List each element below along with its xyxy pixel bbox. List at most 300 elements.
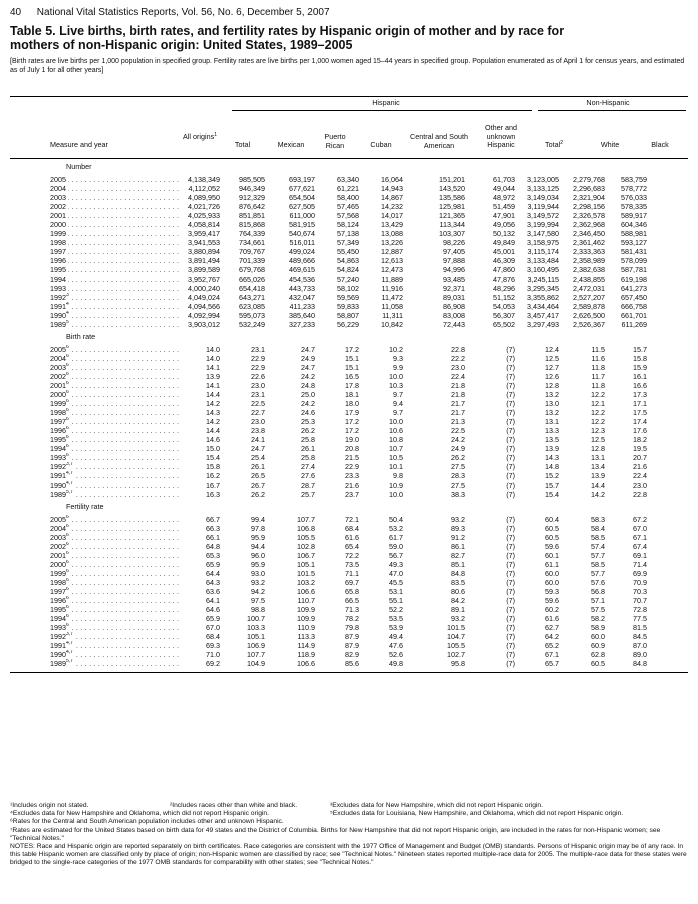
table-cell: 13.0 — [545, 399, 559, 409]
table-cell: 3,119,944 — [527, 202, 559, 212]
central-south-header: Central and South American — [410, 132, 468, 150]
table-cell: 69.1 — [633, 550, 647, 560]
table-cell: 3,133,125 — [527, 184, 559, 194]
table-cell: 105.5 — [447, 641, 465, 651]
table-cell: 14.4 — [591, 480, 605, 490]
table-cell: 58.3 — [591, 514, 605, 524]
table-cell: 100.7 — [247, 614, 265, 624]
table-cell: 15.0 — [206, 444, 220, 454]
table-cell: 411,233 — [289, 301, 315, 311]
table-cell: 23.0 — [251, 417, 265, 427]
table-cell: 60.2 — [545, 605, 559, 615]
table-cell: 47,860 — [493, 265, 515, 275]
table-cell: 58.5 — [591, 559, 605, 569]
table-cell: 93.2 — [451, 614, 465, 624]
table-cell: 4,089,950 — [188, 193, 220, 203]
row-year: 1990$^4$ . . . — [10, 311, 182, 320]
table-cell: 78.2 — [345, 614, 359, 624]
table-cell: 3,899,589 — [188, 265, 220, 275]
table-cell: 89.1 — [451, 605, 465, 615]
table-cell: 66.3 — [206, 523, 220, 533]
table-row — [10, 623, 688, 632]
table-cell: 72.8 — [633, 605, 647, 615]
footnote-6: ⁶Rates for the Central and South American population includes other and unknown Hispanic. — [10, 818, 284, 826]
table-cell: 25.8 — [301, 453, 315, 463]
table-cell: 58,124 — [337, 220, 359, 230]
table-cell: 93.0 — [251, 568, 265, 578]
table-cell: 60.0 — [591, 632, 605, 642]
footnote-7: ⁷Rates are estimated for the United States based on birth data for 49 states and the District of Columbia. Births for New Hampshire that did not report Hispanic origin, are included in the rates for non-Hispanic women; see "Technical Notes." — [10, 826, 661, 842]
table-cell: 59.0 — [389, 541, 403, 551]
table-cell: 2,527,207 — [573, 292, 605, 302]
table-cell: 24.6 — [301, 408, 315, 418]
table-cell: 21.6 — [633, 462, 647, 472]
table-cell: 11,311 — [382, 310, 403, 320]
table-row — [10, 354, 688, 363]
table-cell: (7) — [506, 596, 515, 606]
table-cell: 3,952,767 — [188, 274, 220, 284]
table-cell: (7) — [506, 605, 515, 615]
footnote-2: ²Includes races other than white and black. — [170, 802, 298, 809]
table-cell: (7) — [506, 650, 515, 660]
table-cell: 11,472 — [381, 292, 403, 302]
footnote-3: ³Excludes data for New Hampshire, which did not report Hispanic origin. — [330, 802, 543, 809]
table-cell: 4,000,240 — [188, 283, 220, 293]
row-year: 2003 . . . — [10, 193, 182, 202]
table-notes: NOTES: Race and Hispanic origin are reported separately on birth certificates. Race categories are consistent with the 1977 Office of Management and Budget (OMB) standards. Persons of Hispanic origin may be of any race. In this table Hispanic women are classified only by place of origin; non-Hispanic women are classified by race; see "Technical Notes." Nineteen states reported multiple-race data for 2005. The multiple-race data for these states were bridged to the single-race categories of the 1977 OMB standards for comparability with other states; see "Technical Notes." — [10, 843, 687, 867]
table-cell: 17.3 — [633, 390, 647, 400]
table-cell: 97,888 — [443, 256, 465, 266]
table-cell: (7) — [506, 471, 515, 481]
table-cell: 13,088 — [381, 229, 403, 239]
table-cell: 17.9 — [345, 408, 359, 418]
table-cell: 11,916 — [381, 283, 403, 293]
table-cell: 23.0 — [451, 362, 465, 372]
table-cell: 50,132 — [493, 229, 515, 239]
row-year: 2000$^6$ . . . — [10, 390, 182, 399]
table-cell: 15.1 — [345, 362, 359, 372]
table-cell: 985,505 — [239, 175, 265, 184]
table-cell: 24.7 — [301, 344, 315, 354]
table-cell: (7) — [506, 362, 515, 372]
other-unknown-header: Other and unknown Hispanic — [485, 123, 517, 149]
table-row — [10, 284, 688, 293]
row-year: 2005$^6$ . . . — [10, 515, 182, 524]
table-cell: 65.2 — [545, 641, 559, 651]
table-cell: 67.2 — [633, 514, 647, 524]
table-cell: (7) — [506, 399, 515, 409]
table-cell: 327,233 — [289, 319, 315, 329]
table-cell: 12.8 — [591, 444, 605, 454]
table-cell: 12.3 — [591, 426, 605, 436]
table-cell: 47.0 — [389, 568, 403, 578]
table-cell: 14.2 — [206, 399, 220, 409]
table-cell: 587,781 — [621, 265, 647, 275]
table-cell: 14.3 — [545, 453, 559, 463]
table-cell: 12.2 — [591, 390, 605, 400]
table-row — [10, 381, 688, 390]
table-row — [10, 542, 688, 551]
table-cell: 3,147,580 — [527, 229, 559, 239]
table-cell: 14.4 — [206, 390, 220, 400]
table-cell: 623,085 — [239, 301, 265, 311]
table-cell: 80.6 — [451, 586, 465, 596]
table-cell: 71.4 — [633, 559, 647, 569]
table-cell: 9.7 — [393, 408, 403, 418]
table-cell: 109.9 — [297, 605, 315, 615]
table-cell: 22.8 — [451, 344, 465, 354]
table-cell: 654,418 — [239, 283, 265, 293]
table-cell: 103,307 — [439, 229, 465, 239]
table-cell: 70.7 — [633, 596, 647, 606]
table-cell: 10.6 — [389, 426, 403, 436]
table-cell: 14.8 — [545, 462, 559, 472]
table-cell: 54,824 — [337, 265, 359, 275]
table-cell: 84.5 — [633, 632, 647, 642]
table-cell: 67.4 — [633, 541, 647, 551]
table-cell: 56,229 — [337, 319, 359, 329]
measure-header: Measure and year — [50, 140, 108, 149]
table-cell: 25.4 — [251, 453, 265, 463]
table-row — [10, 265, 688, 274]
table-cell: 16.3 — [206, 489, 220, 499]
table-cell: (7) — [506, 523, 515, 533]
table-cell: 135,586 — [439, 193, 465, 203]
table-cell: 102.7 — [447, 650, 465, 660]
footnotes — [10, 802, 688, 868]
table-cell: 4,092,994 — [188, 310, 220, 320]
table-cell: 4,138,349 — [188, 175, 220, 184]
table-row — [10, 311, 688, 320]
table-cell: 3,123,005 — [527, 175, 559, 184]
table-cell: 53.9 — [389, 623, 403, 633]
footnote-1: ¹Includes origin not stated. — [10, 802, 89, 809]
table-row — [10, 184, 688, 193]
table-cell: 4,094,566 — [188, 301, 220, 311]
page-number: 40 — [10, 7, 22, 18]
table-cell: 48,972 — [493, 193, 515, 203]
table-cell: 97.8 — [251, 523, 265, 533]
table-cell: 18.0 — [345, 399, 359, 409]
table-cell: 21.7 — [451, 399, 465, 409]
table-cell: 22.4 — [451, 371, 465, 381]
table-cell: 23.3 — [345, 471, 359, 481]
table-row — [10, 247, 688, 256]
table-cell: 10.1 — [389, 462, 403, 472]
table-cell: 57.7 — [591, 550, 605, 560]
table-cell: 23.1 — [251, 390, 265, 400]
table-cell: 106.9 — [247, 641, 265, 651]
table-cell: 593,127 — [621, 238, 647, 248]
table-cell: 93,485 — [443, 274, 465, 284]
table-cell: 69.7 — [345, 577, 359, 587]
table-cell: 3,149,572 — [527, 211, 559, 221]
table-cell: 627,505 — [289, 202, 315, 212]
table-cell: 59,569 — [337, 292, 359, 302]
table-cell: 11.5 — [591, 344, 605, 354]
table-cell: 14.2 — [591, 489, 605, 499]
table-cell: 125,981 — [439, 202, 465, 212]
running-header — [10, 6, 688, 20]
table-cell: 2,279,768 — [573, 175, 605, 184]
row-year: 1995 . . . — [10, 265, 182, 274]
table-cell: 27.5 — [451, 462, 465, 472]
table-cell: (7) — [506, 408, 515, 418]
table-cell: 98.8 — [251, 605, 265, 615]
table-cell: 13.9 — [545, 444, 559, 454]
table-cell: 55.1 — [389, 596, 403, 606]
table-cell: 2,358,989 — [573, 256, 605, 266]
white-header: White — [600, 140, 620, 149]
table-cell: 52.6 — [389, 650, 403, 660]
table-cell: 595,073 — [239, 310, 265, 320]
table-cell: 3,355,862 — [527, 292, 559, 302]
table-cell: 15.8 — [206, 462, 220, 472]
table-cell: 14,943 — [381, 184, 403, 194]
table-cell: 2,472,031 — [573, 283, 605, 293]
table-cell: 86.1 — [451, 541, 465, 551]
table-cell: 13.5 — [545, 435, 559, 445]
table-cell: (7) — [506, 390, 515, 400]
table-cell: 13,429 — [381, 220, 403, 230]
table-row — [10, 399, 688, 408]
table-cell: 16.1 — [633, 371, 647, 381]
table-cell: 12.2 — [591, 408, 605, 418]
table-cell: 57.5 — [591, 605, 605, 615]
row-year: 2004 . . . — [10, 184, 182, 193]
table-row — [10, 302, 688, 311]
table-cell: 12.7 — [545, 362, 559, 372]
table-cell: 58.9 — [591, 623, 605, 633]
table-cell: 71.0 — [206, 650, 220, 660]
table-cell: 4,049,024 — [188, 292, 220, 302]
table-cell: 661,701 — [621, 310, 647, 320]
table-cell: 89.3 — [451, 523, 465, 533]
table-cell: 13.1 — [591, 453, 605, 463]
table-cell: 2,321,904 — [573, 193, 605, 203]
table-cell: 4,112,052 — [188, 184, 220, 194]
table-cell: 25.7 — [301, 489, 315, 499]
table-cell: 58,807 — [337, 310, 359, 320]
table-cell: 49,044 — [493, 184, 515, 194]
table-row — [10, 408, 688, 417]
table-cell: 106.6 — [297, 659, 315, 669]
table-cell: 3,434,464 — [527, 301, 559, 311]
table-cell: 65.3 — [206, 550, 220, 560]
table-cell: 578,335 — [621, 202, 647, 212]
row-year: 1989$^{5,7}$ . . . — [10, 659, 182, 668]
table-cell: 63.6 — [206, 586, 220, 596]
table-cell: 77.5 — [633, 614, 647, 624]
table-row — [10, 533, 688, 542]
row-year: 1990$^{4,7}$ . . . — [10, 481, 182, 490]
table-cell: 67.1 — [633, 532, 647, 542]
table-cell: 121,365 — [439, 211, 465, 221]
table-cell: 14.1 — [206, 380, 220, 390]
table-cell: 96.0 — [251, 550, 265, 560]
table-row — [10, 453, 688, 462]
table-cell: 94.4 — [251, 541, 265, 551]
table-cell: 69.2 — [206, 659, 220, 669]
table-cell: 4,058,814 — [188, 220, 220, 230]
table-cell: 57.4 — [591, 541, 605, 551]
table-cell: 25.8 — [301, 435, 315, 445]
table-cell: 912,329 — [239, 193, 265, 203]
table-cell: 15.4 — [545, 489, 559, 499]
table-cell: 114.9 — [297, 641, 315, 651]
table-cell: 21.8 — [451, 390, 465, 400]
table-cell: 65.7 — [545, 659, 559, 669]
table-cell: 22.2 — [451, 353, 465, 363]
table-cell: 2,589,878 — [573, 301, 605, 311]
table-cell: 51,152 — [493, 292, 515, 302]
table-row — [10, 481, 688, 490]
table-cell: 58,400 — [337, 193, 359, 203]
row-year: 2000 . . . — [10, 220, 182, 229]
table-cell: 65.4 — [345, 541, 359, 551]
table-cell: 59.3 — [545, 586, 559, 596]
table-cell: 604,346 — [621, 220, 647, 230]
table-cell: 99.4 — [251, 514, 265, 524]
table-cell: 82.7 — [451, 550, 465, 560]
table-cell: (7) — [506, 623, 515, 633]
table-cell: 693,197 — [289, 175, 315, 184]
table-cell: 110.9 — [297, 623, 315, 633]
table-cell: 105.5 — [297, 532, 315, 542]
table-cell: 105.1 — [297, 559, 315, 569]
table-cell: 641,273 — [621, 283, 647, 293]
table-cell: (7) — [506, 489, 515, 499]
table-cell: (7) — [506, 444, 515, 454]
table-cell: 58.2 — [591, 614, 605, 624]
table-cell: 84.2 — [451, 596, 465, 606]
table-cell: 72,443 — [443, 319, 465, 329]
table-cell: 12,473 — [381, 265, 403, 275]
table-cell: (7) — [506, 568, 515, 578]
table-cell: 91.2 — [451, 532, 465, 542]
table-cell: 16.5 — [345, 371, 359, 381]
table-cell: 54,053 — [493, 301, 515, 311]
table-cell: 20.8 — [345, 444, 359, 454]
table-row — [10, 238, 688, 247]
table-cell: 2,326,578 — [573, 211, 605, 221]
table-cell: 54,863 — [337, 256, 359, 266]
table-cell: 102.8 — [297, 541, 315, 551]
table-cell: 3,149,034 — [527, 193, 559, 203]
table-cell: 3,903,012 — [188, 319, 220, 329]
column-header — [10, 97, 688, 159]
table-cell: 57,465 — [337, 202, 359, 212]
table-cell: 17.2 — [345, 344, 359, 354]
table-cell: 79.8 — [345, 623, 359, 633]
table-cell: 9.3 — [393, 353, 403, 363]
table-cell: 11.8 — [591, 362, 605, 372]
table-cell: 12,887 — [381, 247, 403, 257]
table-cell: 14.1 — [206, 362, 220, 372]
row-year: 2001$^6$ . . . — [10, 551, 182, 560]
table-row — [10, 444, 688, 453]
puerto-rican-header: Puerto Rican — [324, 132, 346, 150]
table-cell: (7) — [506, 541, 515, 551]
table-cell: 576,033 — [621, 193, 647, 203]
row-year: 1995$^6$ . . . — [10, 605, 182, 614]
table-cell: 9.9 — [393, 362, 403, 372]
row-year: 1990$^{4,7}$ . . . — [10, 650, 182, 659]
table-cell: 611,269 — [621, 319, 647, 329]
table-cell: 3,959,417 — [188, 229, 220, 239]
table-row — [10, 426, 688, 435]
table-cell: 55,450 — [337, 247, 359, 257]
table-cell: 3,891,494 — [188, 256, 220, 266]
table-cell: 2,298,156 — [573, 202, 605, 212]
table-cell: 57,568 — [337, 211, 359, 221]
table-cell: 61,703 — [493, 175, 515, 184]
table-cell: 107.7 — [247, 650, 265, 660]
table-cell: 17.8 — [345, 380, 359, 390]
table-cell: 14.6 — [206, 435, 220, 445]
table-cell: 49.8 — [389, 659, 403, 669]
table-cell: 64.8 — [206, 541, 220, 551]
table-cell: 11.7 — [591, 371, 605, 381]
table-cell: 12.5 — [545, 353, 559, 363]
table-cell: 13.2 — [545, 408, 559, 418]
table-cell: 68.4 — [345, 523, 359, 533]
cuban-header: Cuban — [370, 140, 392, 149]
table-cell: 86,908 — [443, 301, 465, 311]
table-cell: 17.6 — [633, 426, 647, 436]
row-year: 1999$^6$ . . . — [10, 399, 182, 408]
table-cell: 59.6 — [545, 596, 559, 606]
table-cell: 2,346,450 — [573, 229, 605, 239]
table-cell: 87.9 — [345, 641, 359, 651]
table-cell: 701,339 — [239, 256, 265, 266]
table-cell: 110.7 — [297, 596, 315, 606]
table-cell: 64.3 — [206, 577, 220, 587]
table-row — [10, 515, 688, 524]
table-cell: 654,504 — [289, 193, 315, 203]
table-cell: 22.5 — [451, 426, 465, 436]
row-year: 1991$^{4,7}$ . . . — [10, 471, 182, 480]
table-cell: 27.5 — [451, 480, 465, 490]
table-row — [10, 471, 688, 480]
table-cell: 47.6 — [389, 641, 403, 651]
row-year: 2004$^6$ . . . — [10, 354, 182, 363]
table-cell: 14,017 — [381, 211, 403, 221]
table-cell: 53.1 — [389, 586, 403, 596]
table-cell: 851,851 — [239, 211, 265, 221]
table-row — [10, 659, 688, 668]
table-row — [10, 551, 688, 560]
row-year: 1996$^6$ . . . — [10, 426, 182, 435]
row-year: 2005 . . . — [10, 175, 182, 184]
table-cell: 12.2 — [591, 417, 605, 427]
table-row — [10, 293, 688, 302]
table-cell: 2,526,367 — [573, 319, 605, 329]
table-cell: 15.9 — [633, 362, 647, 372]
table-cell: 118.9 — [297, 650, 315, 660]
table-cell: 49,056 — [493, 220, 515, 230]
row-year: 2002 . . . — [10, 202, 182, 211]
section-label: Birth rate — [66, 331, 96, 341]
table-cell: 27.6 — [301, 471, 315, 481]
table-cell: 64.2 — [545, 632, 559, 642]
table-cell: 4,025,933 — [188, 211, 220, 221]
table-cell: 56.7 — [389, 550, 403, 560]
table-cell: 10.9 — [389, 480, 403, 490]
table-cell: (7) — [506, 371, 515, 381]
data-table — [10, 96, 688, 673]
table-cell: 22.9 — [345, 462, 359, 472]
